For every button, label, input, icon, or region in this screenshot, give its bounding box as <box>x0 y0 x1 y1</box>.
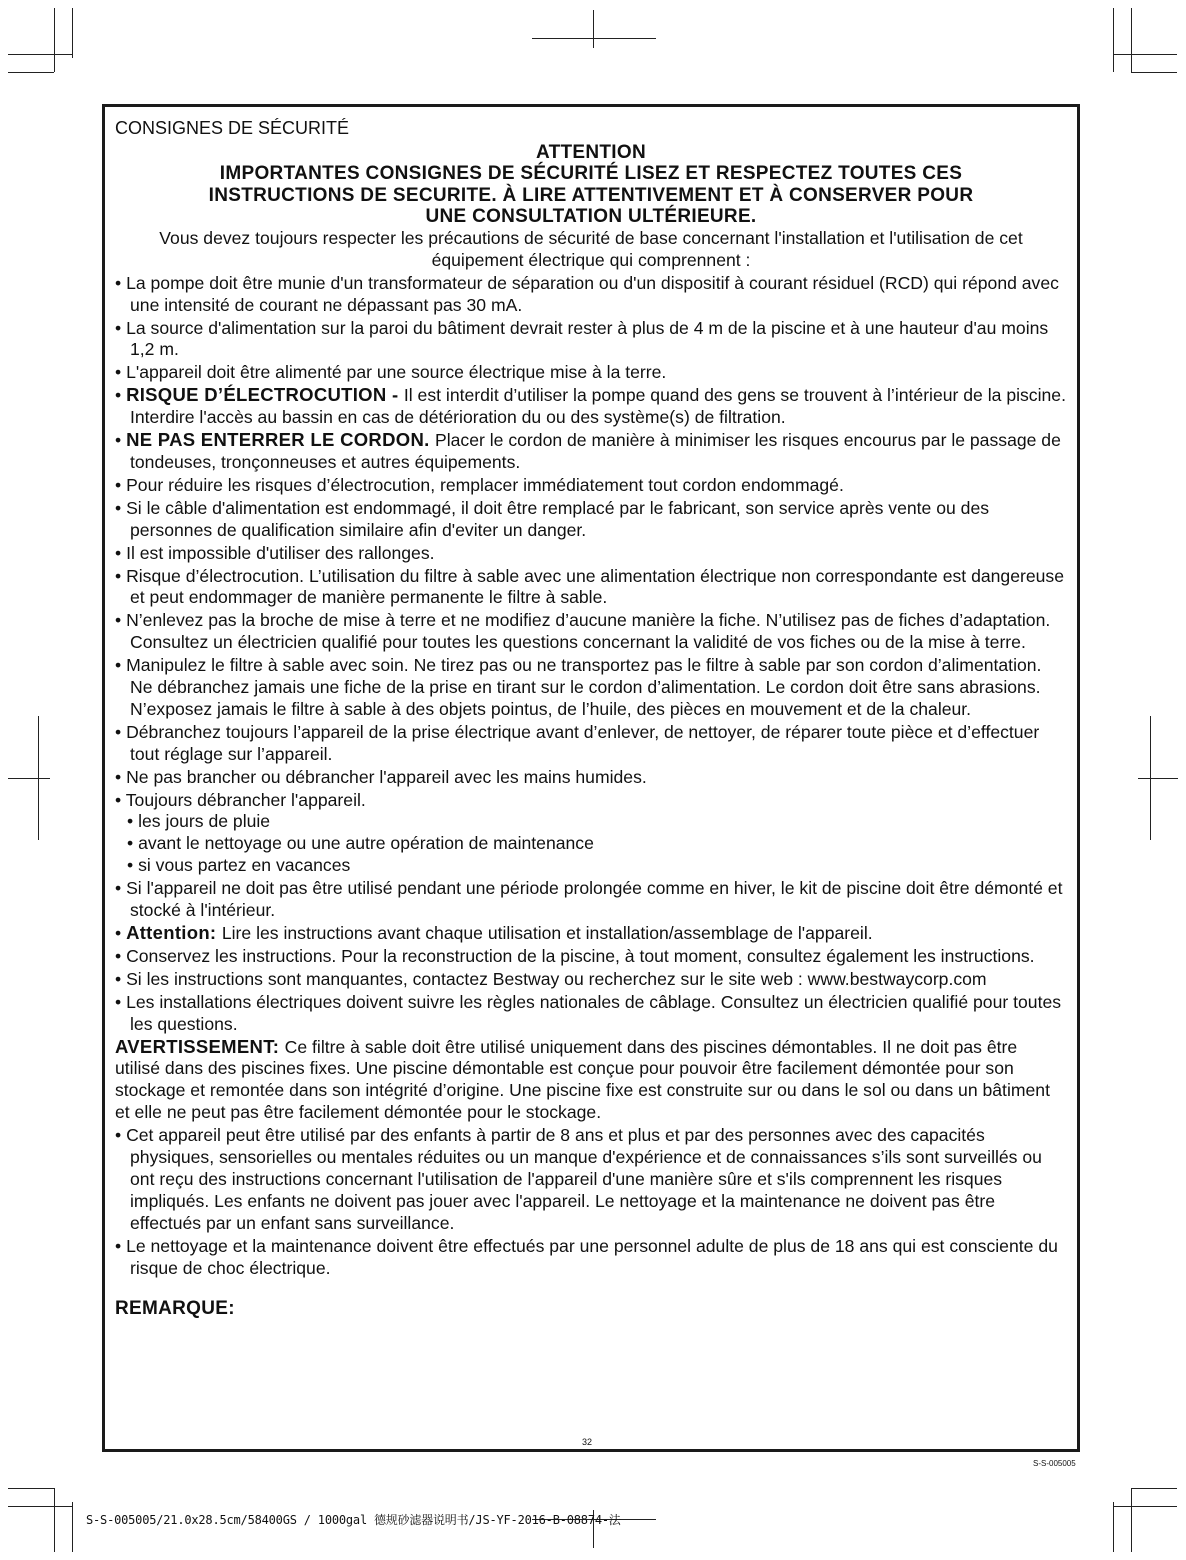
list-item: • La source d'alimentation sur la paroi du bâtiment devrait rester à plus de 4 m de la piscine et à une hauteur d'au moins 1,2 m. <box>115 317 1049 360</box>
print-slug: S-S-005005/21.0x28.5cm/58400GS / 1000gal 德规砂滤器说明书/JS-YF-2016-B-08874-法 <box>86 1513 621 1527</box>
page-number: 32 <box>582 1437 593 1447</box>
document-code: S-S-005005 <box>1033 1459 1076 1468</box>
crop-mark <box>54 1488 55 1552</box>
list-item-text: N’enlevez pas la broche de mise à terre et ne modifiez d’aucune manière la fiche. N’utilisez pas de fiches d’adaptation. Consultez un électricien qualifié pour toutes les questions concernant la validité de vos fiches ou de la mise à terre. <box>126 610 1051 653</box>
list-item: • NE PAS ENTERRER LE CORDON. Placer le cordon de manière à minimiser les risques encourus par le passage de tondeuses, tronçonneuses et autres équipements. <box>115 429 1061 472</box>
list-item-text: Les installations électriques doivent suivre les règles nationales de câblage. Consultez un électricien qualifié pour toutes les questions. <box>126 991 1062 1034</box>
list-item-text: Cet appareil peut être utilisé par des enfants à partir de 8 ans et plus et par des personnes avec des capacités physiques, sensorielles ou mentales réduites ou un manque d'expérience et de connaissances s’ils sont surveillés ou ont reçu des instructions concernant l'utilisation de l'appareil d'une manière sûre et s'ils comprennent les risques impliqués. Les enfants ne doivent pas jouer avec l'appareil. Le nettoyage et la maintenance ne doivent pas être effectués par un enfant sans surveillance. <box>126 1125 1042 1233</box>
crop-mark <box>8 72 54 73</box>
warning-label: AVERTISSEMENT: <box>115 1035 285 1057</box>
list-item-text: Débranchez toujours l’appareil de la prise électrique avant d’enlever, de nettoyer, de réparer toute pièce et d’effectuer tout réglage sur l’appareil. <box>126 721 1040 764</box>
list-item-text: La source d'alimentation sur la paroi du bâtiment devrait rester à plus de 4 m de la piscine et à une hauteur d'au moins 1,2 m. <box>126 317 1049 360</box>
registration-mark <box>593 10 594 48</box>
list-item-bold: NE PAS ENTERRER LE CORDON. <box>126 429 435 451</box>
safety-instructions <box>115 118 1067 1319</box>
list-item-text: Manipulez le filtre à sable avec soin. Ne tirez pas ou ne transportez pas le filtre à sable par son cordon d’alimentation. Ne débranchez jamais une fiche de la prise en tirant sur le cordon d’alimentation. Le cordon doit être sans abrasions. N’exposez jamais le filtre à sable à des objets pointus, de l’huile, des pièces en mouvement et de la chaleur. <box>126 655 1042 719</box>
crop-mark <box>1113 8 1114 72</box>
list-item: • N’enlevez pas la broche de mise à terre et ne modifiez d’aucune manière la fiche. N’utilisez pas de fiches d’adaptation. Consultez un électricien qualifié pour toutes les questions concernant la validité de vos fiches ou de la mise à terre. <box>115 610 1051 653</box>
list-item-text: Lire les instructions avant chaque utilisation et installation/assemblage de l'appareil. <box>221 923 873 943</box>
list-item: • Les installations électriques doivent suivre les règles nationales de câblage. Consultez un électricien qualifié pour toutes les questions. <box>115 991 1062 1034</box>
attention-line: IMPORTANTES CONSIGNES DE SÉCURITÉ LISEZ ET RESPECTEZ TOUTES CES <box>219 163 963 185</box>
list-item: • Conservez les instructions. Pour la reconstruction de la piscine, à tout moment, consultez également les instructions. <box>115 945 1035 966</box>
list-item: • Manipulez le filtre à sable avec soin. Ne tirez pas ou ne transportez pas le filtre à sable par son cordon d’alimentation. Ne débranchez jamais une fiche de la prise en tirant sur le cordon d’alimentation. Le cordon doit être sans abrasions. N’exposez jamais le filtre à sable à des objets pointus, de l’huile, des pièces en mouvement et de la chaleur. <box>115 655 1042 719</box>
list-item-text: Risque d’électrocution. L’utilisation du filtre à sable avec une alimentation électrique non correspondante est dangereuse et peut endommager de manière permanente le filtre à sable. <box>126 565 1065 608</box>
crop-mark <box>1113 1502 1114 1552</box>
warning-text: Ce filtre à sable doit être utilisé uniquement dans des piscines démontables. Il ne doit pas être utilisé dans des piscines fixes. Une piscine démontable est conçue pour pouvoir être facilement démontée pour son stockage et remontée dans son intégrité d’origine. Une piscine fixe est construite sur ou dans le sol ou dans un bâtiment et elle ne peut pas être facilement démontée pour le stockage. <box>115 1036 1050 1123</box>
crop-mark <box>1113 54 1177 55</box>
section-title: CONSIGNES DE SÉCURITÉ <box>115 118 350 138</box>
crop-mark <box>1131 8 1132 72</box>
list-item-text: Si le câble d'alimentation est endommagé, il doit être remplacé par le fabricant, son service après vente ou des personnes de qualification similaire afin d'eviter un danger. <box>126 497 990 540</box>
list-item: • Risque d’électrocution. L’utilisation du filtre à sable avec une alimentation électrique non correspondante est dangereuse et peut endommager de manière permanente le filtre à sable. <box>115 565 1065 608</box>
list-item-bold: Attention: <box>126 922 222 943</box>
list-item-text: L'appareil doit être alimenté par une source électrique mise à la terre. <box>126 362 667 383</box>
list-item-bold: RISQUE D’ÉLECTROCUTION - <box>126 384 404 406</box>
sub-list-item: • si vous partez en vacances <box>127 855 351 876</box>
crop-mark <box>1131 1488 1177 1489</box>
list-item: • Si les instructions sont manquantes, contactez Bestway ou recherchez sur le site web : www.bestwaycorp.com <box>115 968 987 989</box>
list-item: • L'appareil doit être alimenté par une source électrique mise à la terre. <box>115 362 667 383</box>
list-item: • Cet appareil peut être utilisé par des enfants à partir de 8 ans et plus et par des personnes avec des capacités physiques, sensorielles ou mentales réduites ou un manque d'expérience et de connaissances s’ils sont surveillés ou ont reçu des instructions concernant l'utilisation de l'appareil d'une manière sûre et s'ils comprennent les risques impliqués. Les enfants ne doivent pas jouer avec l'appareil. Le nettoyage et la maintenance ne doivent pas être effectués par un enfant sans surveillance. <box>115 1125 1042 1233</box>
list-item-text: Il est interdit d’utiliser la pompe quand des gens se trouvent à l’intérieur de la piscine. Interdire l'accès au bassin en cas de détérioration du ou des système(s) de filtration. <box>130 385 1066 428</box>
list-item-text: Conservez les instructions. Pour la reconstruction de la piscine, à tout moment, consultez également les instructions. <box>126 945 1035 966</box>
list-item-text: Pour réduire les risques d’électrocution, remplacer immédiatement tout cordon endommagé. <box>126 474 844 495</box>
list-item: • Le nettoyage et la maintenance doivent être effectués par une personnel adulte de plus de 18 ans qui est consciente du risque de choc électrique. <box>115 1235 1058 1278</box>
list-item-text: Ne pas brancher ou débrancher l'appareil avec les mains humides. <box>126 766 647 787</box>
list-item: • Ne pas brancher ou débrancher l'appareil avec les mains humides. <box>115 766 647 787</box>
attention-line: UNE CONSULTATION ULTÉRIEURE. <box>425 206 757 228</box>
crop-mark <box>72 8 73 58</box>
crop-mark <box>8 1506 72 1507</box>
list-item: • Si l'appareil ne doit pas être utilisé pendant une période prolongée comme en hiver, le kit de piscine doit être démonté et stocké à l'intérieur. <box>115 878 1063 921</box>
list-item-text: Toujours débrancher l'appareil. <box>125 789 366 810</box>
crop-mark <box>1131 1488 1132 1552</box>
crop-mark <box>8 54 72 55</box>
list-item: • Pour réduire les risques d’électrocution, remplacer immédiatement tout cordon endommagé. <box>115 474 844 495</box>
registration-mark <box>8 778 50 779</box>
list-item-text: La pompe doit être munie d'un transformateur de séparation ou d'un dispositif à courant résiduel (RCD) qui répond avec une intensité de courant ne dépassant pas 30 mA. <box>126 272 1059 315</box>
registration-mark <box>532 38 656 39</box>
list-item: • Toujours débrancher l'appareil. <box>115 789 366 810</box>
list-item: • Attention: Lire les instructions avant chaque utilisation et installation/assemblage de l'appareil. <box>115 922 873 943</box>
list-item-text: Placer le cordon de manière à minimiser les risques encourus par le passage de tondeuses, tronçonneuses et autres équipements. <box>130 430 1061 472</box>
sub-list-item-text: les jours de pluie <box>138 811 271 832</box>
list-item: • RISQUE D’ÉLECTROCUTION - Il est interdit d’utiliser la pompe quand des gens se trouvent à l’intérieur de la piscine. Interdire l'accès au bassin en cas de détérioration du ou des système(s) de filtration. <box>115 384 1066 428</box>
sub-list-item: • les jours de pluie <box>127 811 271 832</box>
crop-mark <box>8 1488 54 1489</box>
registration-mark <box>1138 778 1178 779</box>
crop-mark <box>72 1502 73 1552</box>
attention-block <box>115 142 1067 228</box>
list-item-text: Si les instructions sont manquantes, contactez Bestway ou recherchez sur le site web : www.bestwaycorp.com <box>126 968 987 989</box>
crop-mark <box>1131 72 1177 73</box>
list-item: • Il est impossible d'utiliser des rallonges. <box>115 542 435 563</box>
list-item-text: Il est impossible d'utiliser des rallonges. <box>126 542 435 563</box>
crop-mark <box>1113 1506 1177 1507</box>
list-item: • Si le câble d'alimentation est endommagé, il doit être remplacé par le fabricant, son service après vente ou des personnes de qualification similaire afin d'eviter un danger. <box>115 497 990 540</box>
attention-heading: ATTENTION <box>535 141 646 163</box>
sub-list-item-text: si vous partez en vacances <box>138 855 351 876</box>
sub-list-item-text: avant le nettoyage ou une autre opération de maintenance <box>138 833 594 854</box>
attention-line: INSTRUCTIONS DE SECURITE. À LIRE ATTENTIVEMENT ET À CONSERVER POUR <box>208 184 974 206</box>
crop-mark <box>54 8 55 72</box>
list-item: • La pompe doit être munie d'un transformateur de séparation ou d'un dispositif à courant résiduel (RCD) qui répond avec une intensité de courant ne dépassant pas 30 mA. <box>115 272 1059 315</box>
list-item-text: Le nettoyage et la maintenance doivent être effectués par une personnel adulte de plus de 18 ans qui est consciente du risque de choc électrique. <box>126 1235 1058 1278</box>
list-item: • Débranchez toujours l’appareil de la prise électrique avant d’enlever, de nettoyer, de réparer toute pièce et d’effectuer tout réglage sur l’appareil. <box>115 721 1040 764</box>
intro-text: Vous devez toujours respecter les précautions de sécurité de base concernant l'installation et l'utilisation de cet équipement électrique qui comprennent : <box>159 227 1023 270</box>
bullet-list <box>115 272 1067 1036</box>
bullet-list <box>115 1124 1067 1279</box>
remarque-heading: REMARQUE: <box>115 1297 235 1319</box>
list-item-text: Si l'appareil ne doit pas être utilisé pendant une période prolongée comme en hiver, le kit de piscine doit être démonté et stocké à l'intérieur. <box>126 878 1063 921</box>
warning-paragraph <box>115 1036 1067 1125</box>
sub-list-item: • avant le nettoyage ou une autre opération de maintenance <box>127 833 594 854</box>
